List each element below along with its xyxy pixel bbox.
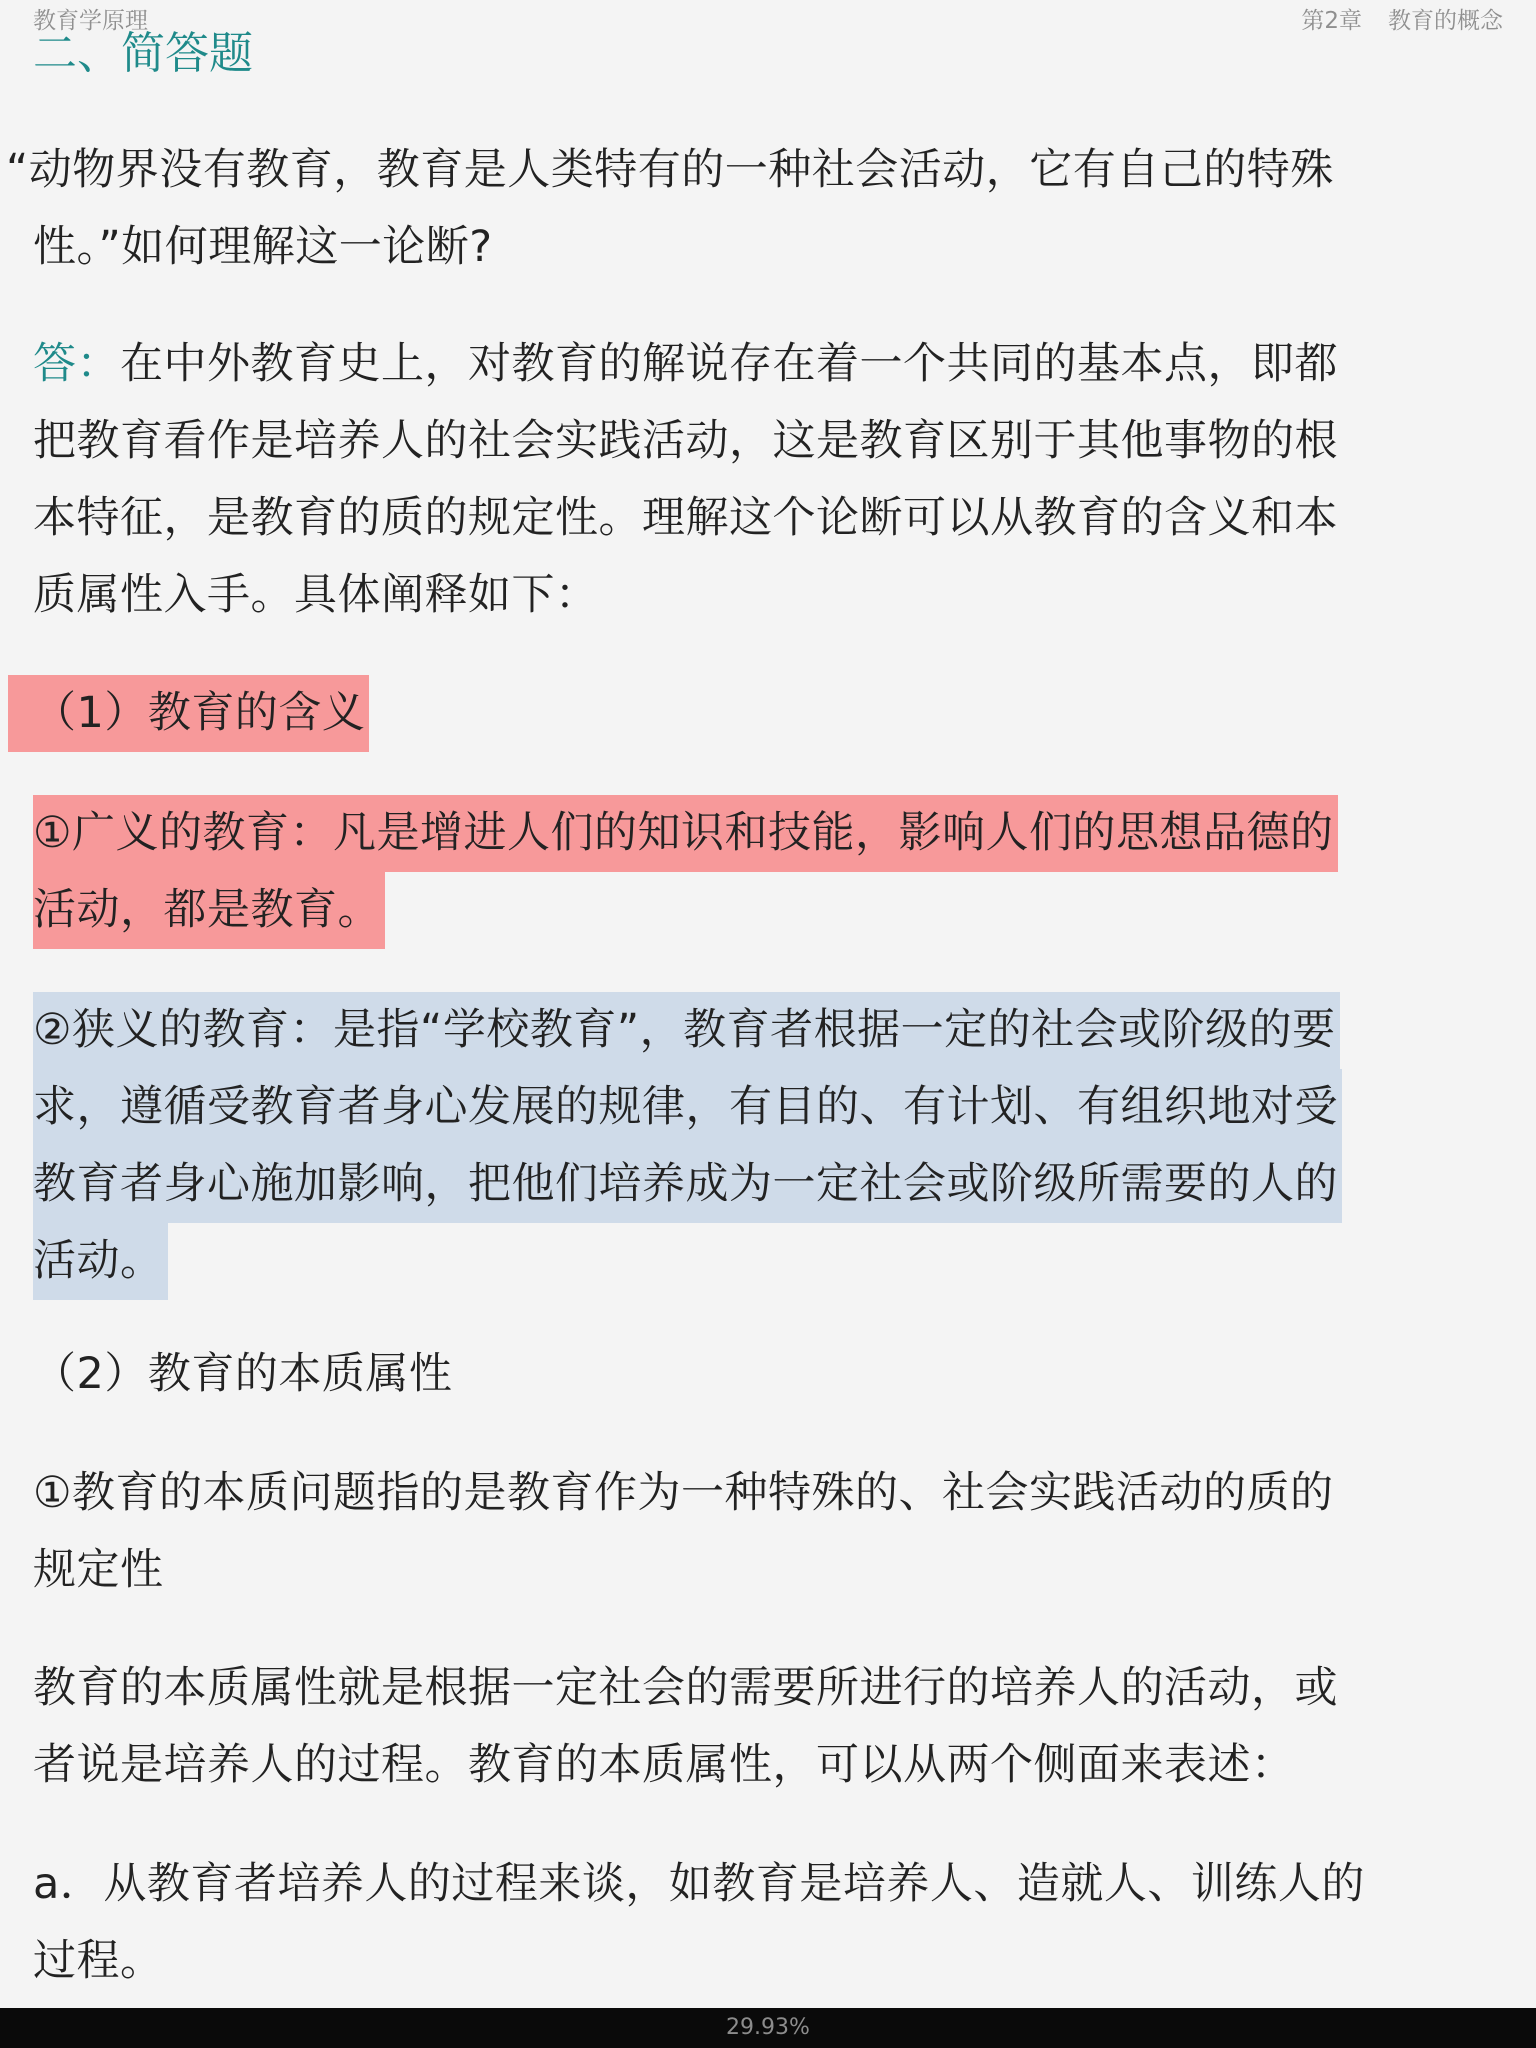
text-line: a．从教育者培养人的过程来谈，如教育是培养人、造就人、训练人的 — [33, 1859, 1365, 1909]
reading-progress-percent: 29.93% — [726, 2015, 810, 2040]
part1-heading-paragraph[interactable] — [8, 675, 1478, 752]
text-line: ①教育的本质问题指的是教育作为一种特殊的、社会实践活动的质的 — [33, 1468, 1334, 1518]
narrow-definition-paragraph[interactable] — [33, 992, 1503, 1300]
text-line: 规定性 — [33, 1545, 164, 1595]
answer-paragraph[interactable] — [33, 326, 1503, 634]
section-title: 二、简答题 — [33, 28, 253, 79]
question-paragraph[interactable] — [6, 132, 1506, 286]
part2-heading-paragraph[interactable] — [33, 1336, 1503, 1413]
highlight-blue-line: 求，遵循受教育者身心发展的规律，有目的、有计划、有组织地对受 — [33, 1069, 1342, 1146]
answer-label: 答： — [33, 339, 120, 389]
highlight-blue-line: 教育者身心施加影响，把他们培养成为一定社会或阶级所需要的人的 — [33, 1146, 1342, 1223]
text-line: 过程。 — [33, 1936, 164, 1986]
point-a-paragraph[interactable] — [33, 1846, 1503, 2000]
essence-description-paragraph[interactable] — [33, 1650, 1503, 1804]
part2-heading: （2）教育的本质属性 — [33, 1349, 453, 1399]
question-line: “动物界没有教育，教育是人类特有的一种社会活动，它有自己的特殊 — [6, 145, 1334, 195]
text-line: 者说是培养人的过程。教育的本质属性，可以从两个侧面来表述： — [33, 1740, 1295, 1790]
essence-paragraph[interactable] — [33, 1455, 1503, 1609]
text-line: 教育的本质属性就是根据一定社会的需要所进行的培养人的活动，或 — [33, 1663, 1338, 1713]
part1-heading: （1）教育的含义 — [8, 675, 369, 752]
highlight-red-line: ①广义的教育：凡是增进人们的知识和技能，影响人们的思想品德的 — [33, 795, 1338, 872]
answer-text: 在中外教育史上，对教育的解说存在着一个共同的基本点，即都 — [120, 339, 1338, 389]
highlight-blue-line: ②狭义的教育：是指“学校教育”，教育者根据一定的社会或阶级的要 — [33, 992, 1340, 1069]
question-line: 性。”如何理解这一论断? — [33, 222, 493, 272]
answer-line — [33, 326, 1503, 403]
reading-progress-bar — [0, 2008, 1536, 2048]
answer-line: 质属性入手。具体阐释如下： — [33, 570, 599, 620]
broad-definition-paragraph[interactable] — [33, 795, 1503, 949]
answer-line: 把教育看作是培养人的社会实践活动，这是教育区别于其他事物的根 — [33, 416, 1338, 466]
chapter-title: 教育的概念 — [1388, 8, 1503, 34]
chapter-number: 第2章 — [1301, 8, 1362, 34]
answer-line: 本特征，是教育的质的规定性。理解这个论断可以从教育的含义和本 — [33, 493, 1338, 543]
highlight-blue-line: 活动。 — [33, 1223, 168, 1300]
book-title: 教育学原理 — [33, 8, 148, 34]
highlight-red-line: 活动，都是教育。 — [33, 872, 385, 949]
